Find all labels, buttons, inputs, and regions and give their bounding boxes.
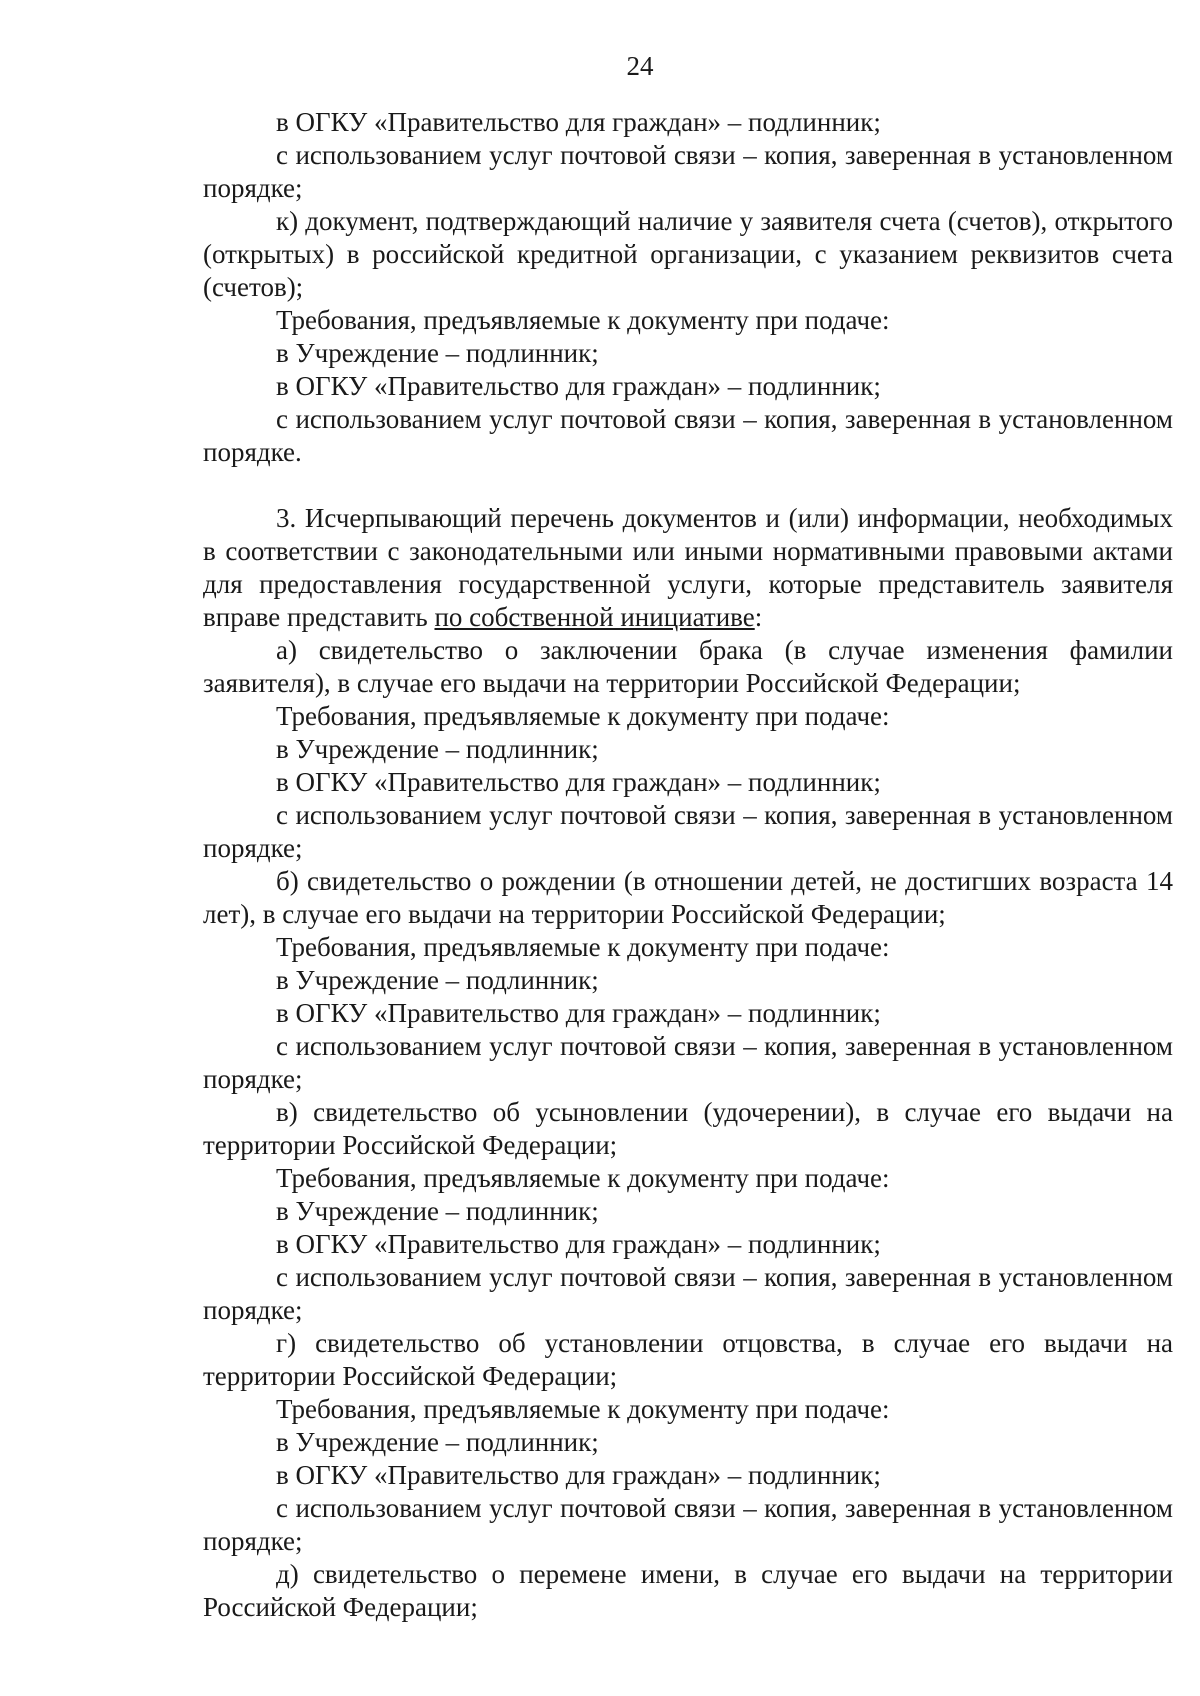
section-gap xyxy=(203,469,1173,502)
paragraph: в ОГКУ «Правительство для граждан» – подлинник; xyxy=(276,1460,881,1490)
paragraph: в Учреждение – подлинник; xyxy=(276,1427,599,1457)
paragraph: в) свидетельство об усыновлении (удочерении), в случае его выдачи на территории Российской Федерации; xyxy=(203,1097,1173,1160)
paragraph: к) документ, подтверждающий наличие у заявителя счета (счетов), открытого (открытых) в российской кредитной организации, с указанием реквизитов счета (счетов); xyxy=(203,206,1173,302)
paragraph: с использованием услуг почтовой связи – копия, заверенная в установленном порядке; xyxy=(203,1031,1173,1094)
paragraph: б) свидетельство о рождении (в отношении детей, не достигших возраста 14 лет), в случае его выдачи на территории Российской Федерации; xyxy=(203,866,1173,929)
paragraph: с использованием услуг почтовой связи – копия, заверенная в установленном порядке; xyxy=(203,1262,1173,1325)
paragraph: в Учреждение – подлинник; xyxy=(276,734,599,764)
paragraph: в ОГКУ «Правительство для граждан» – подлинник; xyxy=(276,107,881,137)
paragraph: в Учреждение – подлинник; xyxy=(276,1196,599,1226)
paragraph: в ОГКУ «Правительство для граждан» – подлинник; xyxy=(276,767,881,797)
paragraph: с использованием услуг почтовой связи – копия, заверенная в установленном порядке. xyxy=(203,404,1173,467)
paragraph: Требования, предъявляемые к документу при подаче: xyxy=(276,701,890,731)
paragraph: в Учреждение – подлинник; xyxy=(276,965,599,995)
section-3-heading xyxy=(203,502,1173,634)
paragraph: Требования, предъявляемые к документу при подаче: xyxy=(276,1163,890,1193)
paragraph: Требования, предъявляемые к документу при подаче: xyxy=(276,1394,890,1424)
paragraph: д) свидетельство о перемене имени, в случае его выдачи на территории Российской Федерации; xyxy=(203,1559,1173,1622)
document-body xyxy=(203,106,1173,1624)
page-number: 24 xyxy=(626,51,654,81)
paragraph-text: 3. Исчерпывающий перечень документов и (или) информации, необходимых в соответствии с законодательными или иными нормативными правовыми актами для предоставления государственной услуги, которые представитель заявителя вправе представить xyxy=(203,503,1173,632)
paragraph: в ОГКУ «Правительство для граждан» – подлинник; xyxy=(276,1229,881,1259)
paragraph: в ОГКУ «Правительство для граждан» – подлинник; xyxy=(276,371,881,401)
paragraph: с использованием услуг почтовой связи – копия, заверенная в установленном порядке; xyxy=(203,1493,1173,1556)
paragraph: а) свидетельство о заключении брака (в случае изменения фамилии заявителя), в случае его выдачи на территории Российской Федерации; xyxy=(203,635,1173,698)
paragraph: в ОГКУ «Правительство для граждан» – подлинник; xyxy=(276,998,881,1028)
paragraph: с использованием услуг почтовой связи – копия, заверенная в установленном порядке; xyxy=(203,140,1173,203)
paragraph: г) свидетельство об установлении отцовства, в случае его выдачи на территории Российской Федерации; xyxy=(203,1328,1173,1391)
paragraph: с использованием услуг почтовой связи – копия, заверенная в установленном порядке; xyxy=(203,800,1173,863)
paragraph: Требования, предъявляемые к документу при подаче: xyxy=(276,305,890,335)
paragraph-tail: : xyxy=(754,602,763,632)
paragraph: Требования, предъявляемые к документу при подаче: xyxy=(276,932,890,962)
underlined-text: по собственной инициативе xyxy=(434,602,755,632)
paragraph: в Учреждение – подлинник; xyxy=(276,338,599,368)
